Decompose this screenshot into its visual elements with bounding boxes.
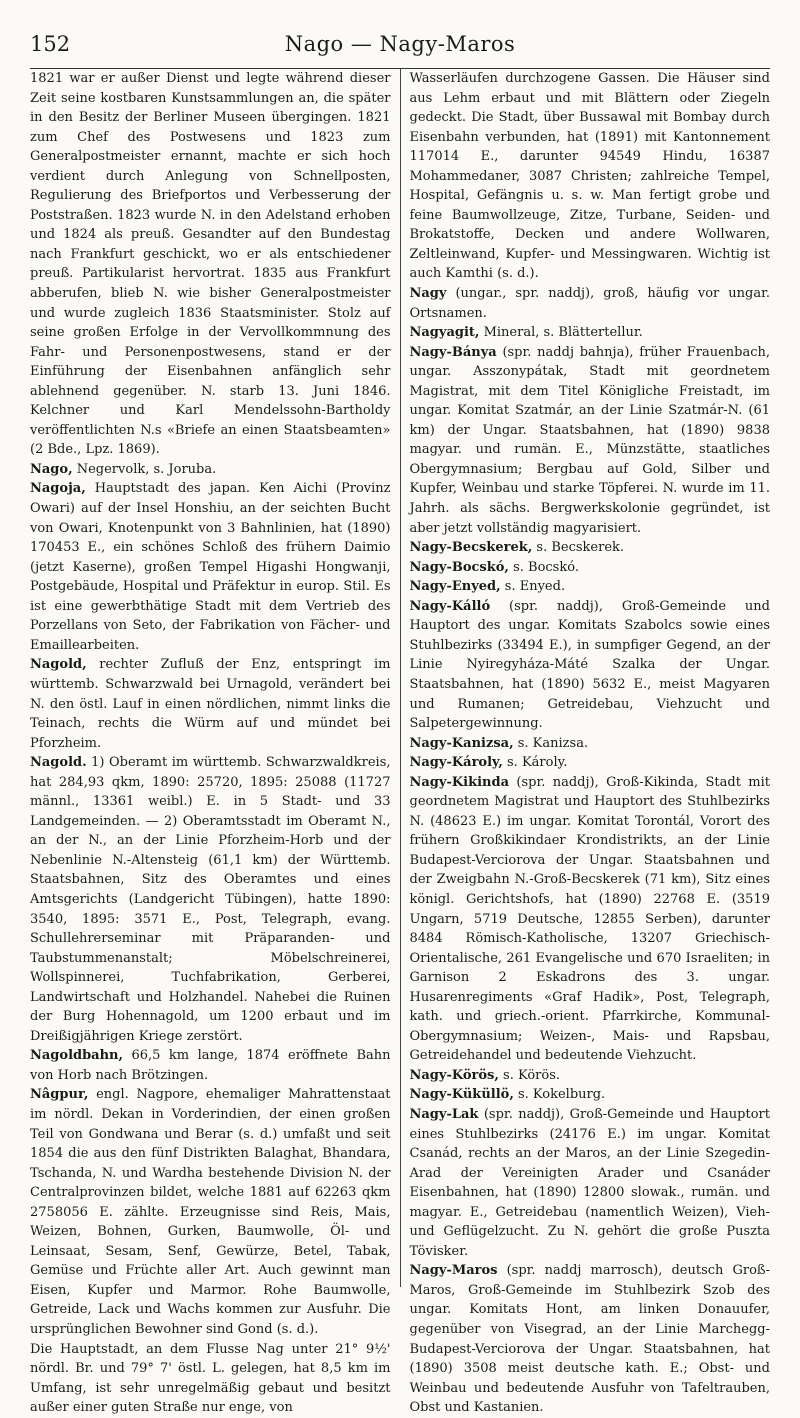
dictionary-entry [30,479,391,655]
dictionary-entry [30,655,391,753]
entry-headword: Nagy-Maros [409,1263,498,1279]
entry-text: 1) Oberamt im württemb. Schwarzwaldkreis, hat 284,93 qkm, 1890: 25720, 1895: 25088 (11727 männl., 13361 weibl.) E. in 5 Stadt- und 33 Landgemeinden. — 2) Oberamtsstadt im Oberamt N., an der N., an der Linie Pforzheim-Horb und der Nebenlinie N.-Altensteig (61,1 km) der Württemb. Staatsbahnen, Sitz des Oberamtes und eines Amtsgerichts (Landgericht Tübingen), hatte 1890: 3540, 1895: 3571 E., Post, Telegraph, evang. Schullehrerseminar mit Präparanden- und Taubstummenanstalt; Möbelschreinerei, Wollspinnerei, Tuchfabrikation, Gerberei, Landwirtschaft und Holzhandel. Nahebei die Ruinen der Burg Hohennagold, um 1200 erbaut und im Dreißigjährigen Kriege zerstört. [30,755,391,1044]
dictionary-entry [30,1085,391,1339]
page-header [30,28,770,69]
dictionary-entry [410,69,771,284]
dictionary-entry [30,1046,391,1085]
entry-headword: Nagy-Bocskó, [409,559,509,575]
entry-text: (spr. naddj), Groß-Gemeinde und Hauptort des ungar. Komitats Szabolcs sowie eines Stuhlbezirks (33494 E.), in sumpfiger Gegend, an der Linie Nyiregyháza-Máté Szalka der Ungar. Staatsbahnen, hat (1890) 5632 E., meist Magyaren und Rumanen; Getreidebau, Viehzucht und Salpetergewinnung. [409,598,770,732]
entry-headword: Nagy [409,286,447,302]
entry-headword: Nago, [30,461,73,477]
entry-headword: Nagoja, [30,481,86,497]
entry-headword: Nagy-Kanizsa, [409,735,514,751]
dictionary-entry [410,343,771,538]
entry-text: rechter Zufluß der Enz, entspringt im württemb. Schwarzwald bei Urnagold, verändert bei N. den östl. Lauf in einen nördlichen, nimmt links die Teinach, rechts die Würm auf und mündet bei Pforzheim. [30,657,391,751]
entry-text: (spr. naddj marrosch), deutsch Groß-Maros, Groß-Gemeinde im Stuhlbezirk Szob des ungar. Komitats Hont, am linken Donauufer, gegenüber von Visegrad, an der Linie Marchegg-Budapest-Verciorova der Ungar. Staatsbahnen, hat (1890) 3508 meist deutsche kath. E.; Obst- und Weinbau und bedeutende Ausfuhr von Tafeltrauben, Obst und Kastanien. [409,1263,770,1416]
entry-text: s. Károly. [502,755,568,771]
dictionary-entry [410,597,771,734]
entry-headword: Nagy-Küküllö, [409,1087,514,1103]
entry-headword: Nagy-Körös, [409,1067,499,1083]
entry-text: Die Hauptstadt, an dem Flusse Nag unter 21° 9½' nördl. Br. und 79° 7' östl. L. gelegen, hat 8,5 km im Umfang, ist sehr unregelmäßig gebaut und besitzt außer einer guten Straße nur enge, von [30,1341,391,1416]
left-column [30,69,400,1418]
entry-text: Wasserläufen durchzogene Gassen. Die Häuser sind aus Lehm erbaut und mit Blättern oder Ziegeln gedeckt. Die Stadt, über Bussawal mit Bombay durch Eisenbahn verbunden, hat (1891) mit Kantonnement 117014 E., darunter 94549 Hindu, 16387 Mohammedaner, 3087 Christen; zahlreiche Tempel, Hospital, Gefängnis u. s. w. Man fertigt grobe und feine Baumwollzeuge, Zitze, Turbane, Seiden- und Brokatstoffe, Decken und andere Wollwaren, Zeltleinwand, Kupfer- und Messingwaren. Wichtig ist auch Kamthi (s. d.). [409,71,770,282]
dictionary-entry [410,284,771,323]
entry-text: s. Körös. [498,1067,561,1083]
entry-text: 66,5 km lange, 1874 eröffnete Bahn von Horb nach Brötzingen. [30,1048,391,1083]
entry-text: (spr. naddj bahnja), früher Frauenbach, ungar. Asszonypátak, Stadt mit geordnetem Magistrat, mit dem Titel Königliche Freistadt, im ungar. Komitat Szatmár, an der Linie Szatmár-N. (61 km) der Ungar. Staatsbahnen, hat (1890) 9838 magyar. und rumän. E., Münzstätte, staatliches Obergymnasium; Bergbau auf Gold, Silber und Kupfer, Weinbau und starke Töpferei. N. wurde im 11. Jahrh. als sächs. Bergwerkskolonie gegründet, ist aber jetzt vollständig magyarisiert. [409,344,770,536]
entry-headword: Nagoldbahn, [30,1048,124,1064]
dictionary-entry [410,558,771,578]
entry-text: 1821 war er außer Dienst und legte während dieser Zeit seine kostbaren Kunstsammlungen an, die später in den Besitz der Berliner Museen übergingen. 1821 zum Chef des Postwesens und 1823 zum Generalpostmeister ernannt, machte er sich hoch verdient durch Anlegung von Schnellposten, Regulierung des Briefportos und Verbesserung der Poststraßen. 1823 wurde N. in den Adelstand erhoben und 1824 als preuß. Gesandter auf den Bundestag nach Frankfurt geschickt, wo er als entschiedener preuß. Partikularist hervortrat. 1835 aus Frankfurt abberufen, blieb N. wie bisher Generalpostmeister und wurde zugleich 1836 Staatsminister. Stolz auf seine großen Erfolge in der Vervollkommnung des Fahr- und Personenpostwesens, stand er der Einführung der Eisenbahnen anfänglich sehr ablehnend gegenüber. N. starb 13. Juni 1846. Kelchner und Karl Mendelssohn-Bartholdy veröffentlichten N.s «Briefe an einen Staatsbeamten» (2 Bde., Lpz. 1869). [30,71,391,458]
entry-headword: Nagy-Bánya [409,344,497,360]
entry-text: s. Kokelburg. [513,1087,606,1103]
dictionary-entry [410,1066,771,1086]
entry-text: (spr. naddj), Groß-Kikinda, Stadt mit geordnetem Magistrat und Hauptort des Stuhlbezirks N. (48623 E.) im ungar. Komitat Torontál, Vorort des frühern Großkikindaer Krondistrikts, an der Linie Budapest-Verciorova der Ungar. Staatsbahnen und der Zweigbahn N.-Groß-Becskerek (71 km), Sitz eines königl. Gerichtshofs, hat (1890) 22768 E. (3519 Ungarn, 5719 Deutsche, 12855 Serben), darunter 8484 Römisch-Katholische, 13207 Griechisch-Orientalische, 261 Evangelische und 670 Israeliten; in Garnison 2 Eskadrons des 3. ungar. Husarenregiments «Graf Hadik», Post, Telegraph, kath. und griech.-orient. Pfarrkirche, Kommunal-Obergymnasium; Weizen-, Mais- und Rapsbau, Getreidehandel und bedeutende Viehzucht. [409,774,770,1064]
entry-text: s. Enyed. [500,579,566,595]
entry-headword: Nagy-Enyed, [409,579,501,595]
entry-text: (ungar., spr. naddj), groß, häufig vor ungar. Ortsnamen. [409,286,770,321]
dictionary-entry [410,1261,771,1417]
dictionary-entry [410,323,771,343]
entry-text: s. Becskerek. [532,540,625,556]
entry-headword: Nagy-Becskerek, [409,540,533,556]
entry-text: s. Bocskó. [508,559,579,575]
entry-text: Negervolk, s. Joruba. [72,461,217,477]
page-title: Nago — Nagy-Maros [284,32,516,56]
dictionary-entry [410,577,771,597]
dictionary-entry [410,773,771,1066]
entry-headword: Nagy-Lak [409,1106,479,1122]
entry-text: (spr. naddj), Groß-Gemeinde und Hauptort eines Stuhlbezirks (24176 E.) im ungar. Komitat Csanád, rechts an der Maros, an der Linie Szegedin-Arad der Vereinigten Arader und Csanáder Eisenbahnen, hat (1890) 12800 slowak., rumän. und magyar. E., Getreidebau (namentlich Weizen), Vieh- und Geflügelzucht. Zu N. gehört die große Puszta Tövisker. [409,1106,770,1259]
dictionary-entry [410,538,771,558]
entry-text: Mineral, s. Blättertellur. [479,325,643,341]
page-number: 152 [30,32,71,56]
entry-headword: Nâgpur, [30,1087,89,1103]
dictionary-entry [30,753,391,1046]
entry-headword: Nagold. [30,755,87,771]
dictionary-entry [410,1085,771,1105]
dictionary-entry [410,753,771,773]
dictionary-entry [410,734,771,754]
entry-text: engl. Nagpore, ehemaliger Mahrattenstaat im nördl. Dekan in Vorderindien, der einen großen Teil von Gondwana und Berar (s. d.) umfaßt und seit 1854 die aus den fünf Distrikten Balaghat, Bhandara, Tschanda, N. und Wardha bestehende Division N. der Centralprovinzen bildet, welche 1881 auf 62263 qkm 2758056 E. zählte. Erzeugnisse sind Reis, Mais, Weizen, Bohnen, Gurken, Baumwolle, Öl- und Leinsaat, Sesam, Senf, Gewürze, Betel, Tabak, Gemüse und Früchte aller Art. Auch gewinnt man Eisen, Kupfer und Marmor. Rohe Baumwolle, Getreide, Lack und Wachs kommen zur Ausfuhr. Die ursprünglichen Bewohner sind Gond (s. d.). [30,1087,391,1337]
dictionary-entry [410,1105,771,1261]
entry-text: s. Kanizsa. [513,735,589,751]
dictionary-entry [30,460,391,480]
entry-headword: Nagy-Kálló [409,598,491,614]
entry-text: Hauptstadt des japan. Ken Aichi (Provinz Owari) auf der Insel Honshiu, an der seichten Bucht von Owari, Knotenpunkt von 3 Bahnlinien, hat (1890) 170453 E., ein schönes Schloß des frühern Daimio (jetzt Kaserne), großen Tempel Higashi Hongwanji, Postgebäude, Hospital und Präfektur in europ. Stil. Es ist eine gewerbthätige Stadt mit dem Vertrieb des Porzellans von Seto, der Fabrikation von Fächer- und Emaillearbeiten. [30,481,391,653]
right-column [400,69,771,1418]
dictionary-entry [30,1340,391,1418]
entry-headword: Nagy-Kikinda [409,774,509,790]
column-divider [400,69,401,1287]
dictionary-entry [30,69,391,460]
entry-headword: Nagyagit, [409,325,480,341]
entry-headword: Nagy-Károly, [409,755,503,771]
entry-headword: Nagold, [30,657,87,673]
text-columns [30,69,770,1418]
